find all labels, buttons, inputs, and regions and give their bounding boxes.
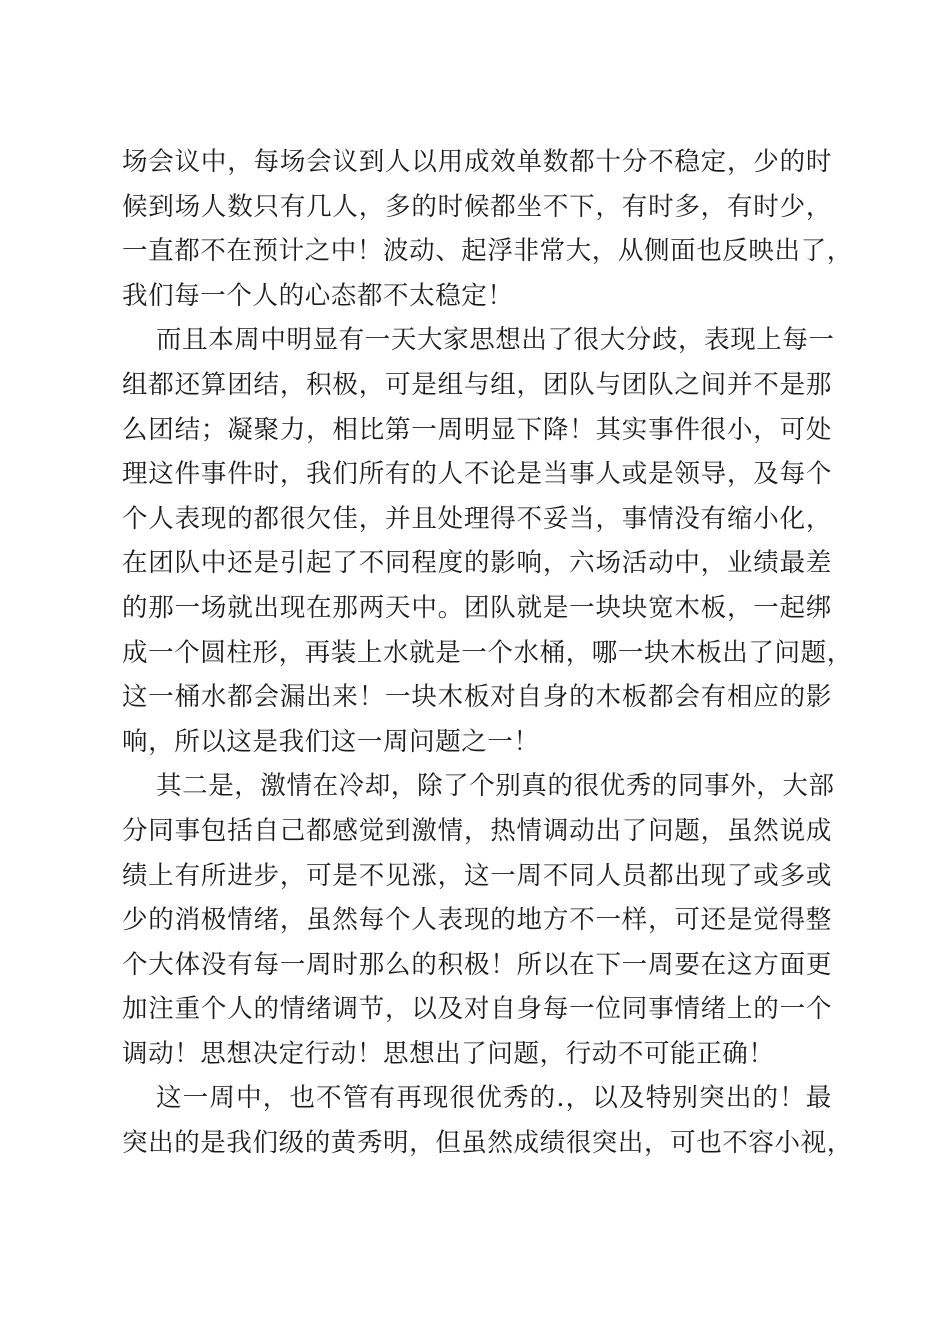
body-text: [122, 140, 853, 1166]
text-line: 绩上有所进步，可是不见涨，这一周不同人员都出现了或多或: [122, 860, 832, 891]
text-line: 我们每一个人的心态都不太稳定！: [122, 280, 514, 311]
text-line: 组都还算团结，积极，可是组与组，团队与团队之间并不是那: [122, 369, 832, 400]
paragraph-start-line: 这一周中，也不管有再现很优秀的.，以及特别突出的！最: [156, 1083, 832, 1114]
text-line: 么团结；凝聚力，相比第一周明显下降！其实事件很小，可处: [122, 414, 832, 445]
text-line: 分同事包括自己都感觉到激情，热情调动出了问题，虽然说成: [122, 815, 832, 846]
text-line: 少的消极情绪，虽然每个人表现的地方不一样，可还是觉得整: [122, 905, 832, 936]
text-line: 调动！思想决定行动！思想出了问题，行动不可能正确！: [122, 1038, 775, 1069]
paragraph-start-line: 其二是，激情在冷却，除了个别真的很优秀的同事外，大部: [156, 771, 835, 802]
text-line: 个大体没有每一周时那么的积极！所以在下一周要在这方面更: [122, 949, 832, 980]
text-line: 个人表现的都很欠佳，并且处理得不妥当，事情没有缩小化，: [122, 503, 832, 534]
text-line: 成一个圆柱形，再装上水就是一个水桶，哪一块木板出了问题，: [122, 637, 853, 668]
paragraph-start-line: 而且本周中明显有一天大家思想出了很大分歧，表现上每一: [156, 325, 835, 356]
text-line: 场会议中，每场会议到人以用成效单数都十分不稳定，少的时: [122, 147, 832, 177]
text-line: 加注重个人的情绪调节，以及对自身每一位同事情绪上的一个: [122, 994, 832, 1025]
text-line: 理这件事件时，我们所有的人不论是当事人或是领导，及每个: [122, 459, 832, 490]
text-line: 响，所以这是我们这一周问题之一！: [122, 726, 540, 757]
text-line: 突出的是我们级的黄秀明，但虽然成绩很突出，可也不容小视，: [122, 1128, 853, 1159]
text-line: 这一桶水都会漏出来！一块木板对自身的木板都会有相应的影: [122, 682, 832, 713]
text-line: 候到场人数只有几人，多的时候都坐不下，有时多，有时少，: [122, 191, 832, 222]
text-line: 在团队中还是引起了不同程度的影响，六场活动中，业绩最差: [122, 548, 832, 579]
text-line: 一直都不在预计之中！波动、起浮非常大，从侧面也反映出了，: [122, 236, 853, 267]
text-line: 的那一场就出现在那两天中。团队就是一块块宽木板，一起绑: [122, 592, 832, 623]
